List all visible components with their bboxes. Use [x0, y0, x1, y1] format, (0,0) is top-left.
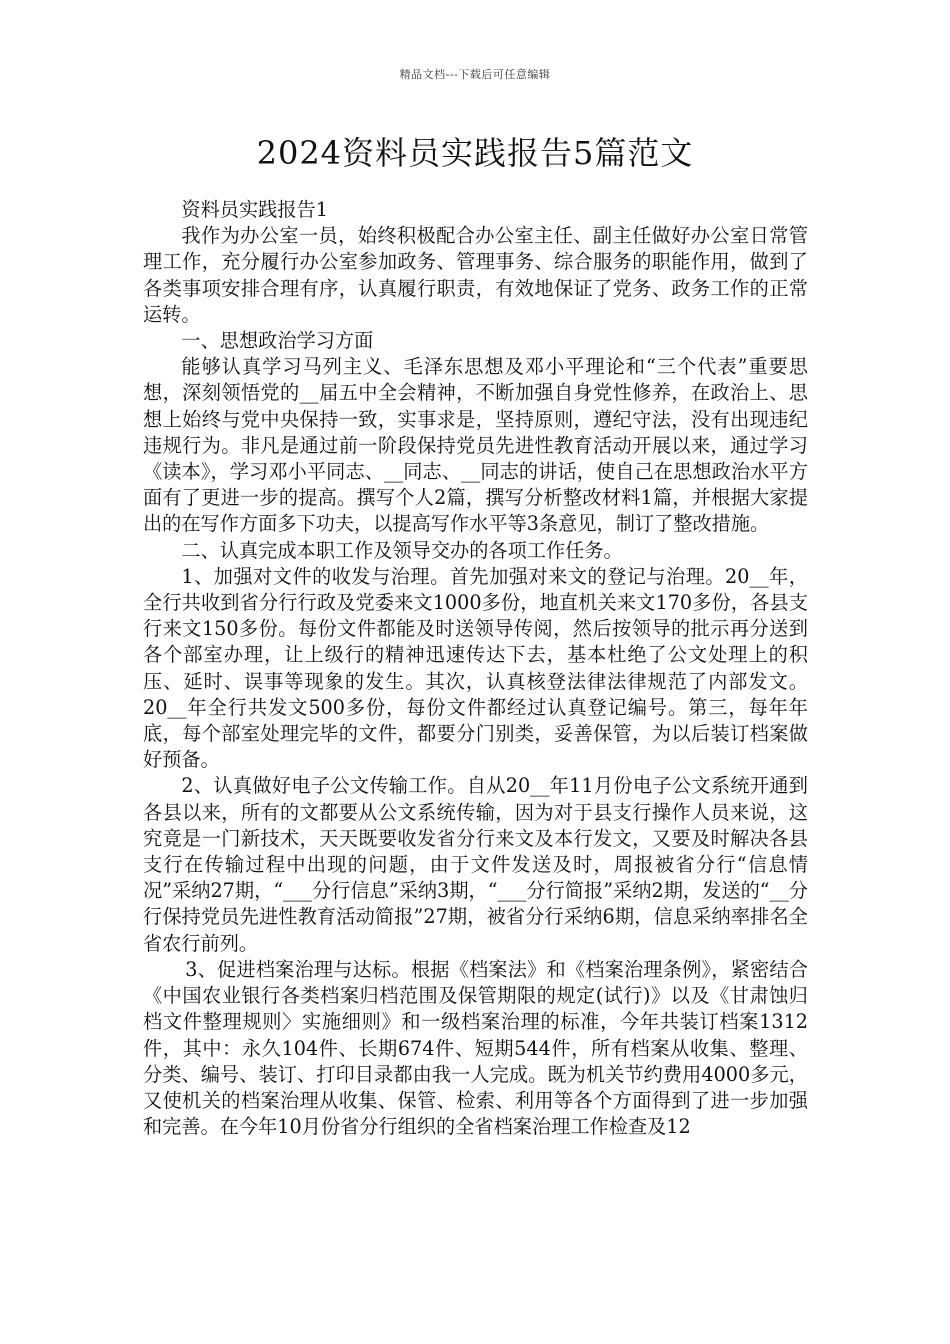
paragraph: 1、加强对文件的收发与治理。首先加强对来文的登记与治理。20__年，全行共收到省分行行政及党委来文1000多份，地直机关来文170多份，各县支行来文150多份。每份文件都能及时送领导传阅，然后按领导的批示再分送到各个部室办理，让上级行的精神迅速传达下去，基本杜绝了公文处理上的积压、延时、误事等现象的发生。其次，认真核登法律法律规范了内部发文。20__年全行共发文500多份，每份文件都经过认真登记编号。第三，每年年底，每个部室处理完毕的文件，都要分门别类，妥善保管，为以后装订档案做好预备。 — [143, 564, 808, 772]
section-heading: 一、思想政治学习方面 — [181, 329, 374, 353]
paragraph: 3、促进档案治理与达标。根据《档案法》和《档案治理条例》，紧密结合《中国农业银行各类档案归档范围及保管期限的规定(试行)》以及《甘肃蚀归档文件整理规则〉实施细则》和一级档案治理的标准，今年共装订档案1312件，其中：永久104件、长期674件、短期544件，所有档案从收集、整理、分类、编号、装订、打印目录都由我一人完成。既为机关节约费用4000多元，又使机关的档案治理从收集、保管、检索、利用等各个方面得到了进一步加强和完善。在今年10月份省分行组织的全省档案治理工作检查及12 — [143, 957, 808, 1139]
paragraph: 能够认真学习马列主义、毛泽东思想及邓小平理论和“三个代表”重要思想，深刻领悟党的__届五中全会精神，不断加强自身党性修养，在政治上、思想上始终与党中央保持一致，实事求是，坚持原则，遵纪守法，没有出现违纪违规行为。非凡是通过前一阶段保持党员先进性教育活动开展以来，通过学习《读本》，学习邓小平同志、__同志、__同志的讲话，使自己在思想政治水平方面有了更进一步的提高。撰写个人2篇，撰写分析整改材料1篇，并根据大家提出的在写作方面多下功夫，以提高写作水平等3条意见，制订了整改措施。 — [143, 355, 808, 536]
paragraph: 2、认真做好电子公文传输工作。自从20__年11月份电子公文系统开通到各县以来，所有的文都要从公文系统传输，因为对于县支行操作人员来说，这究竟是一门新技术，天天既要收发省分行来文及本行发文，又要及时解决各县支行在传输过程中出现的问题，由于文件发送及时，周报被省分行“信息情况”采纳27期，“___分行信息”采纳3期，“___分行简报”采纳2期，发送的“__分行保持党员先进性教育活动简报”27期，被省分行采纳6期，信息采纳率排名全省农行前列。 — [143, 774, 808, 955]
document-title: 2024资料员实践报告5篇范文 — [256, 134, 694, 172]
section-heading: 资料员实践报告1 — [181, 198, 328, 221]
header-note: 精品文档---下载后可任意编辑 — [399, 68, 551, 81]
paragraph: 我作为办公室一员，始终积极配合办公室主任、副主任做好办公室日常管理工作，充分履行办公室参加政务、管理事务、综合服务的职能作用，做到了各类事项安排合理有序，认真履行职责，有效地保证了党务、政务工作的正常运转。 — [143, 224, 808, 326]
document-body — [143, 197, 808, 1140]
section-heading: 二、认真完成本职工作及领导交办的各项工作任务。 — [181, 538, 623, 562]
